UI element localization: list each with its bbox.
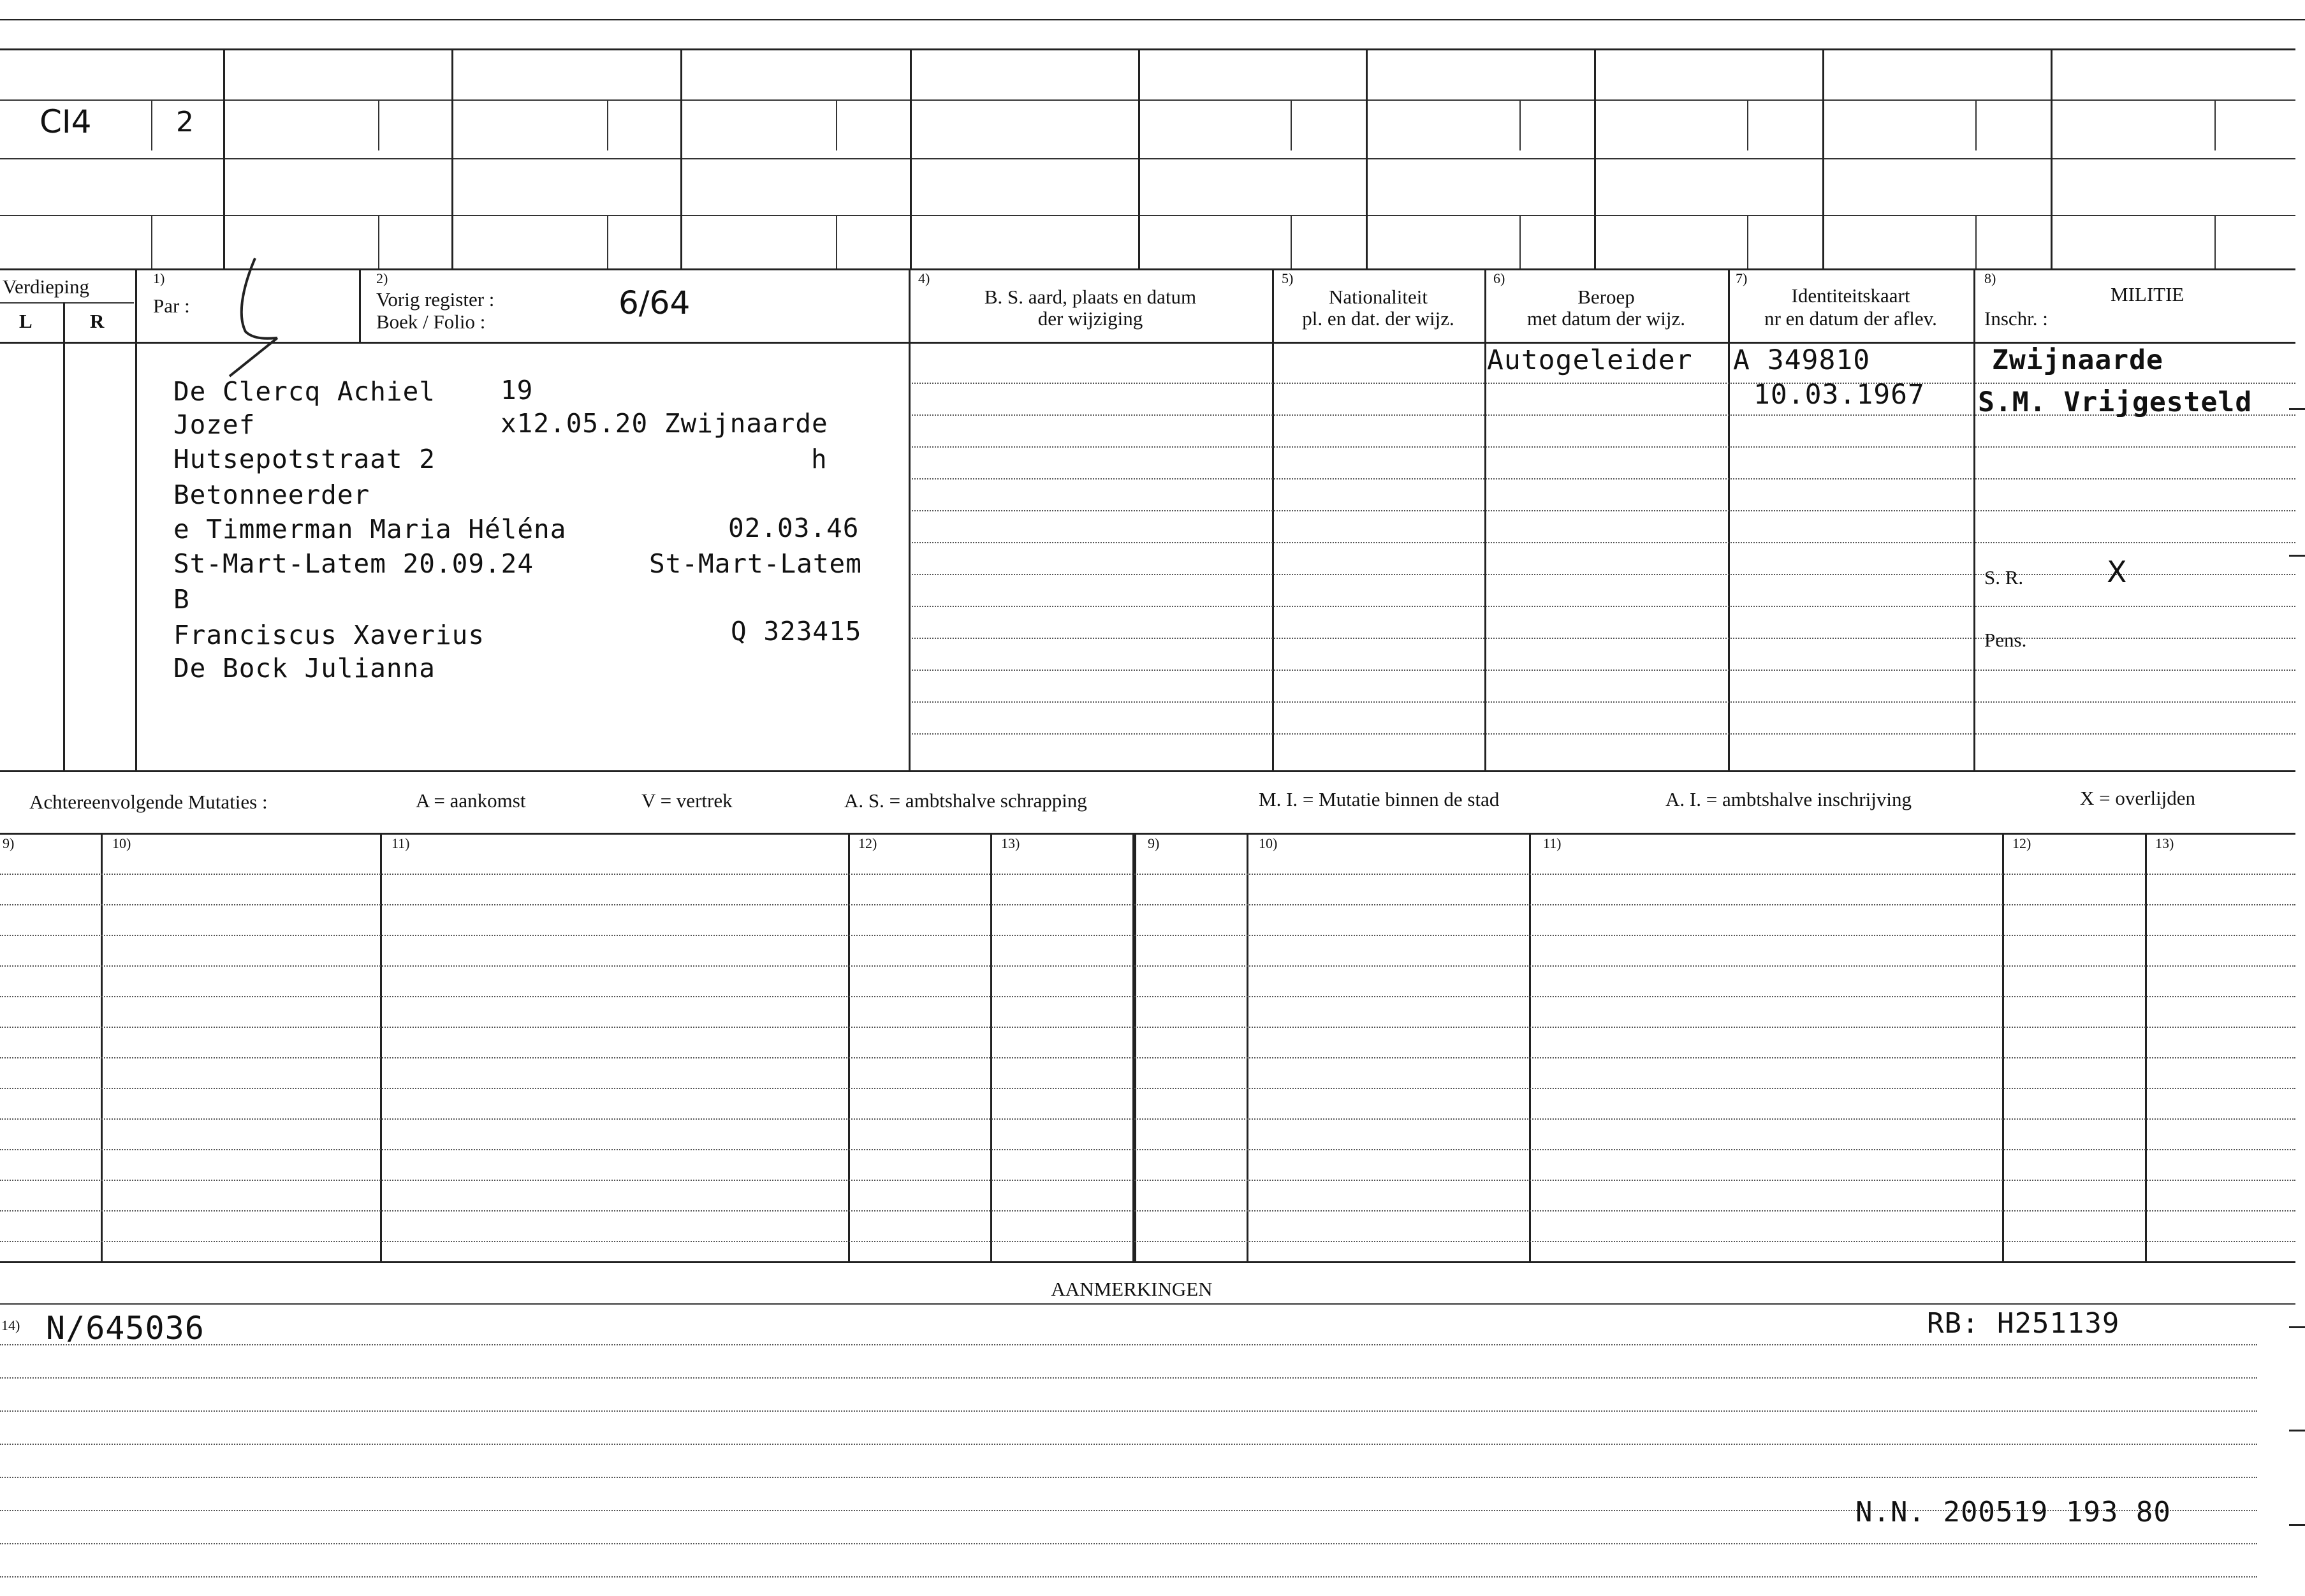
register-code: CI4 bbox=[40, 103, 92, 140]
aanmerkingen-title: AANMERKINGEN bbox=[1051, 1278, 1213, 1300]
mutaties-col-line bbox=[1132, 833, 1136, 1261]
mutaties-row-line bbox=[0, 1149, 2295, 1150]
person-address: Hutsepotstraat 2 bbox=[173, 444, 435, 474]
id-card-date: 10.03.1967 bbox=[1753, 379, 1925, 411]
entry-line bbox=[912, 478, 2295, 480]
grid-col-line bbox=[2051, 48, 2053, 268]
entry-line bbox=[912, 733, 2295, 735]
militie-status: S.M. Vrijgesteld bbox=[1978, 386, 2253, 418]
remark-line bbox=[0, 1543, 2257, 1544]
sr-value: X bbox=[2107, 555, 2127, 589]
person-birth-year: 19 bbox=[501, 375, 534, 406]
aanmerkingen-ref: N/645036 bbox=[46, 1310, 205, 1347]
mutaties-col-13b: 13) bbox=[2155, 835, 2174, 851]
militie-header: MILITIE bbox=[2111, 283, 2184, 305]
grid-col-line bbox=[1594, 48, 1596, 268]
grid-col-line bbox=[1822, 48, 1824, 268]
grid-line bbox=[0, 48, 2295, 50]
col6-header-line1: Beroep bbox=[1577, 286, 1635, 308]
person-occupation: Betonneerder bbox=[173, 480, 370, 510]
mutaties-col-line bbox=[1247, 833, 1248, 1261]
edge-tick bbox=[2289, 1430, 2305, 1431]
entry-line bbox=[912, 542, 2295, 543]
person-block-bottom bbox=[0, 770, 2295, 772]
mutaties-col-11b: 11) bbox=[1543, 835, 1562, 851]
col2-number: 2) bbox=[376, 270, 388, 286]
grid-subcol-line bbox=[378, 99, 379, 150]
boek-folio-label: Boek / Folio : bbox=[376, 311, 486, 333]
mutaties-col-line bbox=[1529, 833, 1531, 1261]
legend-schrapping: A. S. = ambtshalve schrapping bbox=[844, 789, 1087, 812]
entry-line bbox=[912, 383, 2295, 384]
entry-line bbox=[912, 510, 2295, 511]
entry-line bbox=[912, 574, 2295, 575]
edge-tick bbox=[2289, 408, 2305, 410]
person-name-line1: De Clercq Achiel bbox=[173, 376, 435, 407]
grid-line bbox=[0, 268, 2295, 270]
left-label: L bbox=[19, 310, 33, 332]
aanmerkingen-number: 14) bbox=[1, 1317, 20, 1333]
mutaties-bottom-line bbox=[0, 1261, 2295, 1263]
mutaties-row-line bbox=[0, 874, 2295, 875]
grid-col-line bbox=[910, 48, 912, 268]
grid-subcol-line bbox=[607, 215, 608, 268]
remark-line bbox=[0, 1377, 2257, 1379]
grid-subcol-line bbox=[1747, 99, 1748, 150]
col-line bbox=[1484, 268, 1486, 770]
edge-tick bbox=[2289, 555, 2305, 557]
pens-label: Pens. bbox=[1984, 629, 2027, 651]
mutaties-row-line bbox=[0, 1210, 2295, 1212]
register-number: 2 bbox=[176, 106, 194, 138]
remark-line bbox=[0, 1477, 2257, 1478]
status-code: B bbox=[173, 584, 190, 615]
col4-header-line1: B. S. aard, plaats en datum bbox=[984, 286, 1197, 308]
mutaties-col-10b: 10) bbox=[1259, 835, 1278, 851]
col6-number: 6) bbox=[1493, 270, 1505, 286]
father-id: Q 323415 bbox=[731, 616, 862, 647]
mutaties-row-line bbox=[0, 965, 2295, 967]
person-birth-date-place: x12.05.20 Zwijnaarde bbox=[501, 408, 828, 439]
sr-label: S. R. bbox=[1984, 566, 2024, 589]
grid-col-line bbox=[680, 48, 682, 268]
grid-subcol-line bbox=[378, 215, 379, 268]
aanmerkingen-line bbox=[0, 1303, 2295, 1305]
col5-header-line1: Nationaliteit bbox=[1329, 286, 1428, 308]
spouse-place: St-Mart-Latem bbox=[649, 548, 862, 579]
remark-line bbox=[0, 1576, 2257, 1578]
mutaties-row-line bbox=[0, 935, 2295, 936]
mother-name: De Bock Julianna bbox=[173, 653, 435, 684]
grid-subcol-line bbox=[151, 215, 152, 268]
mutaties-row-line bbox=[0, 1241, 2295, 1242]
grid-subcol-line bbox=[1975, 215, 1977, 268]
col4-number: 4) bbox=[918, 270, 930, 286]
entry-line bbox=[912, 701, 2295, 703]
col-line bbox=[1272, 268, 1274, 770]
col4-header-line2: der wijziging bbox=[1037, 307, 1143, 330]
grid-subcol-line bbox=[2214, 215, 2216, 268]
grid-subcol-line bbox=[2214, 99, 2216, 150]
mutaties-title: Achtereenvolgende Mutaties : bbox=[29, 791, 268, 813]
mutaties-col-line bbox=[2002, 833, 2004, 1261]
mutaties-col-line bbox=[2145, 833, 2147, 1261]
grid-col-line bbox=[1138, 48, 1140, 268]
spouse-birth: St-Mart-Latem 20.09.24 bbox=[173, 548, 534, 579]
person-address-note: h bbox=[811, 444, 828, 474]
remark-line bbox=[0, 1410, 2257, 1412]
grid-subcol-line bbox=[1975, 99, 1977, 150]
par-label: Par : bbox=[153, 295, 190, 317]
par-handwritten-mark bbox=[210, 255, 300, 383]
grid-subcol-line bbox=[836, 99, 837, 150]
grid-col-line bbox=[223, 48, 225, 268]
remark-line bbox=[0, 1444, 2257, 1445]
col7-number: 7) bbox=[1736, 270, 1748, 286]
col5-header-line2: pl. en dat. der wijz. bbox=[1302, 307, 1454, 330]
verdieping-divider bbox=[0, 302, 134, 304]
header-bottom-line bbox=[0, 342, 2295, 344]
entry-line bbox=[912, 670, 2295, 671]
col1-number: 1) bbox=[153, 270, 165, 286]
legend-overlijden: X = overlijden bbox=[2080, 787, 2196, 809]
inschr-label: Inschr. : bbox=[1984, 307, 2048, 330]
legend-vertrek: V = vertrek bbox=[641, 789, 733, 812]
grid-subcol-line bbox=[1747, 215, 1748, 268]
grid-col-line bbox=[1366, 48, 1368, 268]
national-number: N.N. 200519 193 80 bbox=[1855, 1496, 2171, 1528]
legend-inschrijving: A. I. = ambtshalve inschrijving bbox=[1665, 788, 1912, 810]
mutaties-col-line bbox=[380, 833, 382, 1261]
entry-line bbox=[912, 606, 2295, 607]
mutaties-row-line bbox=[0, 1057, 2295, 1058]
col-line bbox=[63, 302, 65, 770]
edge-tick bbox=[2289, 1524, 2305, 1526]
col8-number: 8) bbox=[1984, 270, 1996, 286]
col-line bbox=[359, 268, 361, 342]
grid-col-line bbox=[451, 48, 453, 268]
mutaties-col-line bbox=[990, 833, 992, 1261]
mutaties-row-line bbox=[0, 1180, 2295, 1181]
beroep-value: Autogeleider bbox=[1487, 344, 1693, 376]
spouse-date: 02.03.46 bbox=[728, 513, 860, 543]
col-line bbox=[909, 268, 911, 770]
grid-subcol-line bbox=[1519, 99, 1521, 150]
mutaties-col-9: 9) bbox=[3, 835, 15, 851]
grid-line bbox=[0, 215, 2295, 216]
col-line bbox=[1973, 268, 1975, 770]
edge-tick bbox=[2289, 1326, 2305, 1328]
mutaties-col-12: 12) bbox=[858, 835, 877, 851]
grid-subcol-line bbox=[1519, 215, 1521, 268]
legend-mutatie: M. I. = Mutatie binnen de stad bbox=[1259, 788, 1500, 810]
grid-subcol-line bbox=[1291, 215, 1292, 268]
grid-subcol-line bbox=[151, 99, 152, 150]
mutaties-row-line bbox=[0, 1088, 2295, 1089]
mutaties-row-line bbox=[0, 1118, 2295, 1120]
vorig-register-value: 6/64 bbox=[618, 284, 691, 321]
mutaties-col-13: 13) bbox=[1001, 835, 1020, 851]
grid-subcol-line bbox=[836, 215, 837, 268]
mutaties-col-line bbox=[101, 833, 103, 1261]
entry-line bbox=[912, 638, 2295, 639]
mutaties-col-9b: 9) bbox=[1148, 835, 1160, 851]
father-name: Franciscus Xaverius bbox=[173, 620, 485, 650]
top-edge-line bbox=[0, 19, 2305, 20]
mutaties-row-line bbox=[0, 996, 2295, 997]
mutaties-top-line bbox=[0, 833, 2295, 835]
col6-header-line2: met datum der wijz. bbox=[1527, 307, 1685, 330]
verdieping-label: Verdieping bbox=[3, 275, 90, 298]
mutaties-row-line bbox=[0, 1027, 2295, 1028]
person-name-line2: Jozef bbox=[173, 409, 256, 440]
rb-number: RB: H251139 bbox=[1927, 1307, 2120, 1340]
right-label: R bbox=[90, 310, 105, 332]
vorig-register-label: Vorig register : bbox=[376, 288, 495, 311]
militie-inschr-value: Zwijnaarde bbox=[1992, 344, 2163, 376]
legend-aankomst: A = aankomst bbox=[416, 789, 526, 812]
grid-subcol-line bbox=[607, 99, 608, 150]
entry-line bbox=[912, 446, 2295, 448]
mutaties-col-12b: 12) bbox=[2012, 835, 2031, 851]
mutaties-col-line bbox=[848, 833, 850, 1261]
mutaties-col-10: 10) bbox=[112, 835, 131, 851]
grid-line bbox=[0, 99, 2295, 101]
col-line bbox=[1728, 268, 1730, 770]
spouse-name: e Timmerman Maria Héléna bbox=[173, 514, 567, 545]
col7-header-line2: nr en datum der aflev. bbox=[1764, 307, 1937, 330]
col7-header-line1: Identiteitskaart bbox=[1791, 284, 1910, 307]
col-line bbox=[135, 268, 137, 770]
mutaties-row-line bbox=[0, 904, 2295, 905]
remark-line bbox=[0, 1344, 2257, 1345]
col5-number: 5) bbox=[1282, 270, 1294, 286]
grid-line bbox=[0, 158, 2295, 159]
grid-subcol-line bbox=[1291, 99, 1292, 150]
id-card-number: A 349810 bbox=[1733, 344, 1871, 376]
mutaties-col-11: 11) bbox=[391, 835, 410, 851]
